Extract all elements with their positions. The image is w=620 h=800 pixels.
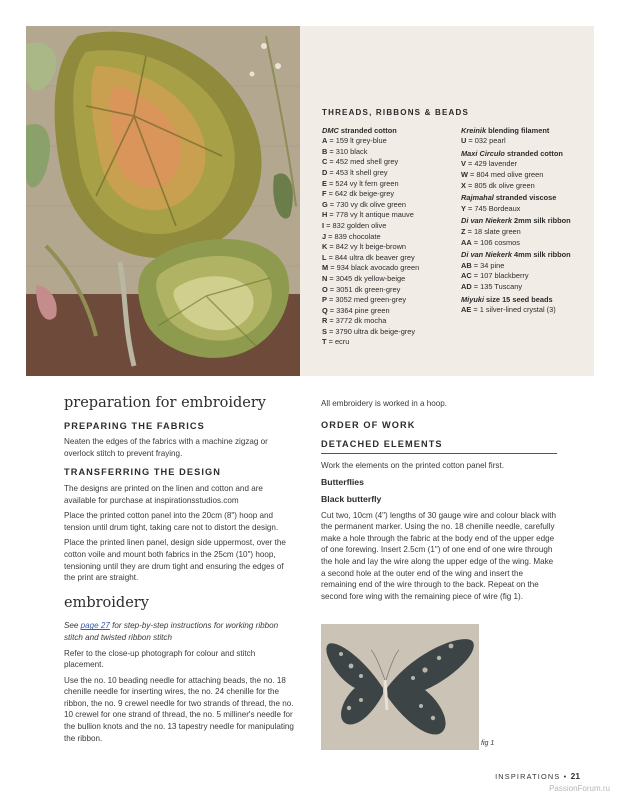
thread-item: AB = 34 pine	[461, 260, 505, 270]
paragraph-black-butterfly: Cut two, 10cm (4") lengths of 30 gauge wire and colour black with the permanent marker. Using the no. 18 chenille needle, carefully make a hole through the fabric at the body end of the upper edge of one forewing. Insert 2.5cm (1") of one end of one wire through the hole and lay the wire along the upper edge of the wing. Make a second hole at the outer end of the wing and insert the remaining end of the wire through to the back. Repeat on the second fore wing with the remaining piece of wire (fig 1).	[321, 510, 557, 601]
thread-item: M = 934 black avocado green	[322, 263, 420, 273]
heading-detached-elements: DETACHED ELEMENTS	[321, 439, 557, 454]
thread-item: O = 3051 dk green-grey	[322, 284, 401, 294]
embroidery-leaves-photo	[26, 26, 300, 376]
see-instructions	[64, 620, 296, 643]
threads-list	[322, 108, 594, 350]
paragraph-fabrics: Neaten the edges of the fabrics with a machine zigzag or overlock stitch to prevent fraying.	[64, 437, 268, 458]
thread-group	[461, 295, 594, 316]
thread-item: AE = 1 silver-lined crystal (3)	[461, 305, 556, 315]
thread-item: AD = 135 Tuscany	[461, 281, 523, 291]
thread-item: AA = 106 cosmos	[461, 237, 520, 247]
thread-item: G = 730 vy dk olive green	[322, 199, 407, 209]
paragraph-design-3: Place the printed linen panel, design side uppermost, over the cotton voile and mount both fabrics in the 25cm (10") hoop, tensioning until they are drum tight and ensuring the edges of the print are straight.	[64, 538, 286, 583]
thread-item: X = 805 dk olive green	[461, 180, 535, 190]
page-link[interactable]: page 27	[80, 621, 110, 631]
thread-brand: Di van Niekerk 4mm silk ribbon	[461, 250, 571, 260]
thread-brand: Miyuki size 15 seed beads	[461, 294, 553, 304]
threads-column-left	[322, 126, 455, 350]
thread-item: Y = 745 Bordeaux	[461, 203, 521, 213]
thread-item: S = 3790 ultra dk beige-grey	[322, 326, 416, 336]
thread-item: W = 804 med olive green	[461, 169, 544, 179]
see-text: See	[64, 621, 81, 631]
thread-item: Z = 18 slate green	[461, 226, 521, 236]
thread-item: D = 453 lt shell grey	[322, 167, 388, 177]
thread-item: AC = 107 blackberry	[461, 271, 529, 281]
left-column	[64, 395, 296, 748]
footer-bullet: •	[563, 772, 568, 781]
thread-item: I = 832 golden olive	[322, 220, 387, 230]
footer-section: INSPIRATIONS	[495, 772, 561, 781]
paragraph-hoop: All embroidery is worked in a hoop.	[321, 399, 447, 408]
page-number: 21	[570, 771, 580, 781]
heading-transferring-design: TRANSFERRING THE DESIGN	[64, 467, 221, 478]
thread-item: B = 310 black	[322, 146, 368, 156]
section-title-preparation: preparation for embroidery	[64, 395, 266, 411]
heading-black-butterfly: Black butterfly	[321, 493, 382, 504]
thread-brand: Kreinik blending filament	[461, 125, 550, 135]
page-footer	[495, 771, 580, 781]
thread-item: J = 839 chocolate	[322, 231, 381, 241]
paragraph-design-2: Place the printed cotton panel into the 20cm (8") hoop and tension until drum tight, taking care not to distort the design.	[64, 511, 279, 532]
paragraph-design-1: The designs are printed on the linen and cotton and are available for purchase at inspirationsstudios.com	[64, 483, 263, 505]
thread-group	[461, 126, 594, 147]
thread-item: P = 3052 med green-grey	[322, 295, 407, 305]
threads-column-right	[461, 126, 594, 350]
thread-group	[322, 126, 455, 348]
threads-heading: THREADS, RIBBONS & BEADS	[322, 108, 470, 117]
thread-item: T = ecru	[322, 337, 350, 347]
thread-list-banner	[26, 26, 594, 376]
thread-item: A = 159 lt grey-blue	[322, 136, 387, 146]
thread-item: U = 032 pearl	[461, 136, 506, 146]
thread-group	[461, 250, 594, 292]
heading-preparing-fabrics: PREPARING THE FABRICS	[64, 420, 205, 431]
thread-item: R = 3772 dk mocha	[322, 316, 387, 326]
thread-group	[461, 216, 594, 248]
thread-brand: DMC stranded cotton	[322, 125, 397, 135]
paragraph-detached: Work the elements on the printed cotton panel first.	[321, 460, 504, 470]
heading-butterflies: Butterflies	[321, 477, 364, 488]
thread-brand: Maxi Circulo stranded cotton	[461, 148, 563, 158]
figure-caption: fig 1	[481, 740, 495, 747]
thread-brand: Rajmahal stranded viscose	[461, 193, 557, 203]
thread-item: C = 452 med shell grey	[322, 157, 399, 167]
paragraph-needles: Use the no. 10 beading needle for attaching beads, the no. 18 chenille needle for inserting wires, the no. 24 chenille for the ribbon, the no. 9 crewel needle for two strands of thread, the no. 10 crewel for one strand of thread, the no. 5 milliner's needle for the bullion knots and the no. 13 tapestry needle for manipulating the ribbon.	[64, 675, 294, 743]
paragraph-refer: Refer to the close-up photograph for colour and stitch placement.	[64, 648, 256, 670]
thread-group	[461, 193, 594, 214]
watermark: PassionForum.ru	[549, 784, 610, 793]
thread-item: K = 842 vy lt beige-brown	[322, 242, 407, 252]
thread-item: L = 844 ultra dk beaver grey	[322, 252, 415, 262]
thread-brand: Di van Niekerk 2mm silk ribbon	[461, 216, 571, 226]
thread-item: Q = 3364 pine green	[322, 305, 390, 315]
thread-item: N = 3045 dk yellow-beige	[322, 273, 406, 283]
see-rest-text: for step-by-step instructions for working ribbon stitch and twisted ribbon stitch	[64, 621, 279, 642]
heading-order-of-work: ORDER OF WORK	[321, 419, 416, 430]
moth-photo	[321, 624, 479, 750]
right-column	[321, 398, 557, 606]
section-title-embroidery: embroidery	[64, 594, 149, 611]
thread-item: E = 524 vy lt fern green	[322, 178, 399, 188]
thread-group	[461, 149, 594, 191]
thread-item: V = 429 lavender	[461, 159, 518, 169]
thread-item: F = 642 dk beige-grey	[322, 189, 395, 199]
thread-item: H = 778 vy lt antique mauve	[322, 210, 414, 220]
